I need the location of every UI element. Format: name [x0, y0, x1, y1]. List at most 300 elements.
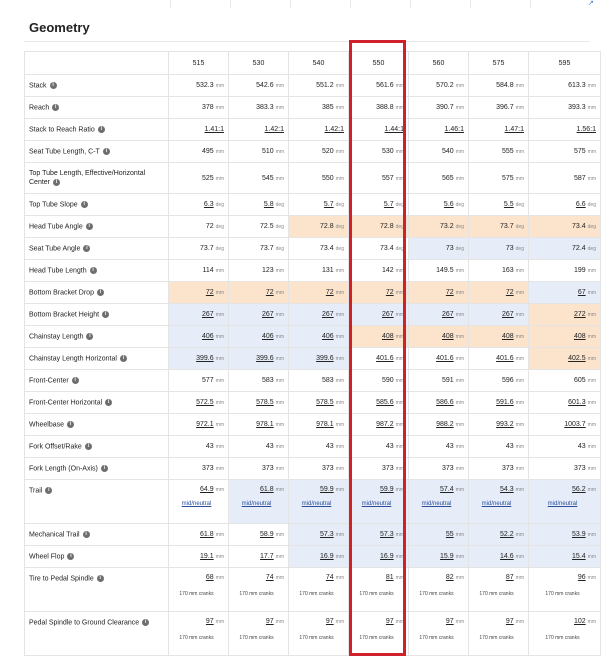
cell-value[interactable]: 57.3: [320, 531, 334, 538]
value-cell: [529, 260, 601, 282]
cell-value[interactable]: 5.7: [383, 201, 394, 208]
unit-label: mm: [335, 575, 344, 581]
cell-value[interactable]: 59.9: [320, 486, 334, 493]
value-cell: [469, 524, 529, 546]
value-cell: [469, 568, 529, 612]
unit-label: mm: [455, 532, 464, 538]
cell-value: 373: [201, 465, 214, 472]
cell-value[interactable]: 59.9: [380, 486, 394, 493]
cell-value: 123: [261, 267, 274, 274]
cell-value: 385: [321, 104, 334, 111]
info-icon[interactable]: i: [83, 531, 90, 538]
cell-value[interactable]: 97: [385, 618, 394, 625]
value-cell: [349, 370, 409, 392]
cell-value[interactable]: 408: [501, 333, 514, 340]
cell-value[interactable]: 6.3: [203, 201, 214, 208]
top-divider: [410, 0, 411, 8]
cell-value[interactable]: 272: [573, 311, 586, 318]
info-icon[interactable]: i: [86, 333, 93, 340]
row-label: [25, 282, 169, 304]
value-cell: [169, 97, 229, 119]
cell-value[interactable]: 19.1: [200, 553, 214, 560]
crank-note: 170 mm cranks: [545, 591, 580, 597]
unit-label: deg: [215, 202, 224, 208]
cell-value[interactable]: 67: [577, 289, 586, 296]
cell-value: 605: [573, 377, 586, 384]
row-label: [25, 458, 169, 480]
cell-value[interactable]: 74: [325, 574, 334, 581]
value-cell: [229, 458, 289, 480]
value-cell: [469, 282, 529, 304]
cell-value[interactable]: 267: [381, 311, 394, 318]
table-row: [25, 238, 601, 260]
value-cell: [169, 75, 229, 97]
row-label: [25, 97, 169, 119]
cell-value: 72.4: [572, 245, 586, 252]
row-label-text: Head Tube Length: [29, 267, 87, 275]
cell-value[interactable]: 406: [201, 333, 214, 340]
unit-label: mm: [395, 312, 404, 318]
value-cell: [469, 304, 529, 326]
arrow-icon[interactable]: ↗: [588, 0, 594, 7]
info-icon[interactable]: i: [142, 619, 149, 626]
unit-label: mm: [515, 466, 524, 472]
value-cell: [529, 97, 601, 119]
cell-value[interactable]: 5.5: [503, 201, 514, 208]
value-cell: [529, 238, 601, 260]
table-row: [25, 282, 601, 304]
value-cell: [529, 458, 601, 480]
unit-label: mm: [515, 312, 524, 318]
cell-value[interactable]: 267: [201, 311, 214, 318]
cell-value: 561.6: [376, 82, 394, 89]
table-row: [25, 480, 601, 524]
info-icon[interactable]: i: [81, 201, 88, 208]
cell-value[interactable]: 57.4: [440, 486, 454, 493]
table-row: [25, 568, 601, 612]
value-cell: [469, 458, 529, 480]
cell-value: 545: [261, 174, 274, 182]
cell-value: 555: [501, 148, 514, 155]
cell-value[interactable]: 97: [205, 618, 214, 625]
cell-value[interactable]: 1.42:1: [324, 126, 344, 133]
crank-note: 170 mm cranks: [239, 635, 274, 641]
cell-value: 131: [321, 267, 334, 274]
cell-value: 43: [205, 443, 214, 450]
unit-label: mm: [515, 619, 524, 625]
value-cell: [169, 612, 229, 656]
row-label-text: Stack to Reach Ratio: [29, 126, 95, 134]
cell-value[interactable]: 72: [325, 289, 334, 296]
cell-value: 73: [505, 245, 514, 252]
value-cell: [349, 194, 409, 216]
cell-value: 373: [381, 465, 394, 472]
cell-value[interactable]: 578.5: [256, 399, 274, 406]
unit-label: mm: [215, 356, 224, 362]
cell-value: 378: [201, 104, 214, 111]
info-icon[interactable]: i: [98, 126, 105, 133]
value-cell: [229, 163, 289, 194]
cell-value[interactable]: 406: [321, 333, 334, 340]
info-icon[interactable]: i: [97, 289, 104, 296]
cell-value[interactable]: 72: [445, 289, 454, 296]
row-label-text: Top Tube Length, Effective/Horizontal Center: [29, 170, 146, 186]
cell-value[interactable]: 401.6: [436, 355, 454, 362]
unit-label: mm: [215, 268, 224, 274]
trail-setting-link[interactable]: mid/neutral: [421, 501, 452, 507]
cell-value[interactable]: 61.8: [260, 486, 274, 493]
cell-value[interactable]: 55: [445, 531, 454, 538]
cell-value: 575: [501, 174, 514, 182]
cell-value[interactable]: 68: [205, 574, 214, 581]
cell-value[interactable]: 53.9: [572, 531, 586, 538]
value-cell: [229, 546, 289, 568]
value-cell: [229, 97, 289, 119]
row-label: [25, 612, 169, 656]
info-icon[interactable]: i: [101, 465, 108, 472]
unit-label: mm: [275, 400, 284, 406]
unit-label: deg: [455, 246, 464, 252]
cell-value[interactable]: 1.56:1: [576, 126, 596, 133]
unit-label: mm: [395, 149, 404, 155]
unit-label: mm: [587, 532, 596, 538]
value-cell: [409, 97, 469, 119]
value-cell: [229, 304, 289, 326]
cell-value[interactable]: 401.6: [376, 355, 394, 362]
row-label: [25, 75, 169, 97]
row-label: [25, 546, 169, 568]
trail-setting-link[interactable]: mid/neutral: [301, 501, 332, 507]
cell-value: 72.8: [380, 223, 394, 230]
value-cell: [529, 392, 601, 414]
cell-value: 540: [441, 148, 454, 155]
cell-value[interactable]: 87: [505, 574, 514, 581]
cell-value[interactable]: 15.9: [440, 553, 454, 560]
value-cell: [229, 216, 289, 238]
value-cell: [529, 75, 601, 97]
cell-value: 373: [573, 465, 586, 472]
cell-value[interactable]: 399.6: [196, 355, 214, 362]
cell-value[interactable]: 72: [385, 289, 394, 296]
value-cell: [349, 392, 409, 414]
cell-value: 72.5: [260, 223, 274, 230]
unit-label: mm: [587, 487, 596, 493]
unit-label: mm: [515, 356, 524, 362]
unit-label: deg: [515, 246, 524, 252]
cell-value[interactable]: 72: [205, 289, 214, 296]
value-cell: [289, 97, 349, 119]
row-label: [25, 480, 169, 524]
info-icon[interactable]: i: [53, 179, 60, 186]
info-icon[interactable]: i: [67, 553, 74, 560]
cell-value[interactable]: 267: [501, 311, 514, 318]
unit-label: mm: [455, 268, 464, 274]
value-cell: [289, 119, 349, 141]
value-cell: [289, 75, 349, 97]
cell-value: 73: [445, 245, 454, 252]
value-cell: [529, 612, 601, 656]
value-cell: [529, 216, 601, 238]
cell-value: 587: [573, 174, 586, 182]
cell-value[interactable]: 1.42:1: [264, 126, 284, 133]
row-label: [25, 326, 169, 348]
unit-label: deg: [335, 202, 344, 208]
info-icon[interactable]: i: [45, 487, 52, 494]
cell-value[interactable]: 267: [261, 311, 274, 318]
section-title: Geometry: [29, 20, 90, 35]
cell-value[interactable]: 401.6: [496, 355, 514, 362]
unit-label: mm: [587, 356, 596, 362]
table-row: [25, 348, 601, 370]
cell-value[interactable]: 988.2: [436, 421, 454, 428]
cell-value[interactable]: 72: [265, 289, 274, 296]
title-divider: [24, 41, 590, 42]
value-cell: [169, 568, 229, 612]
cell-value[interactable]: 97: [265, 618, 274, 625]
cell-value[interactable]: 402.5: [568, 355, 586, 362]
cell-value[interactable]: 72: [505, 289, 514, 296]
info-icon[interactable]: i: [103, 148, 110, 155]
cell-value[interactable]: 586.6: [436, 399, 454, 406]
cell-value[interactable]: 82: [445, 574, 454, 581]
value-cell: [469, 392, 529, 414]
cell-value[interactable]: 1.41:1: [204, 126, 224, 133]
cell-value: 73.4: [572, 223, 586, 230]
value-cell: [469, 480, 529, 524]
cell-value[interactable]: 56.2: [572, 486, 586, 493]
cell-value[interactable]: 406: [261, 333, 274, 340]
unit-label: deg: [335, 246, 344, 252]
value-cell: [169, 370, 229, 392]
unit-label: mm: [455, 334, 464, 340]
unit-label: deg: [395, 224, 404, 230]
cell-value[interactable]: 399.6: [316, 355, 334, 362]
cell-value[interactable]: 96: [577, 574, 586, 581]
value-cell: [289, 480, 349, 524]
value-cell: [349, 348, 409, 370]
info-icon[interactable]: i: [90, 267, 97, 274]
cell-value[interactable]: 591.6: [496, 399, 514, 406]
cell-value[interactable]: 267: [321, 311, 334, 318]
value-cell: [229, 348, 289, 370]
value-cell: [289, 238, 349, 260]
cell-value[interactable]: 52.2: [500, 531, 514, 538]
trail-setting-link[interactable]: mid/neutral: [241, 501, 272, 507]
value-cell: [409, 194, 469, 216]
unit-label: mm: [587, 400, 596, 406]
unit-label: mm: [395, 175, 404, 182]
cell-value[interactable]: 408: [381, 333, 394, 340]
unit-label: mm: [335, 487, 344, 493]
cell-value[interactable]: 97: [325, 618, 334, 625]
cell-value[interactable]: 601.3: [568, 399, 586, 406]
table-row: [25, 414, 601, 436]
cell-value[interactable]: 14.6: [500, 553, 514, 560]
value-cell: [409, 238, 469, 260]
info-icon[interactable]: i: [85, 443, 92, 450]
crank-note: 170 mm cranks: [419, 635, 454, 641]
value-cell: [349, 97, 409, 119]
value-cell: [289, 612, 349, 656]
row-label: [25, 414, 169, 436]
table-row: [25, 75, 601, 97]
unit-label: mm: [455, 378, 464, 384]
table-row: [25, 119, 601, 141]
cell-value[interactable]: 15.4: [572, 553, 586, 560]
info-icon[interactable]: i: [50, 82, 57, 89]
row-label: [25, 216, 169, 238]
unit-label: mm: [275, 356, 284, 362]
cell-value[interactable]: 993.2: [496, 421, 514, 428]
cell-value[interactable]: 6.6: [575, 201, 586, 208]
value-cell: [529, 546, 601, 568]
value-cell: [349, 75, 409, 97]
value-cell: [169, 458, 229, 480]
value-cell: [169, 546, 229, 568]
value-cell: [289, 163, 349, 194]
cell-value[interactable]: 16.9: [380, 553, 394, 560]
cell-value[interactable]: 74: [265, 574, 274, 581]
cell-value[interactable]: 61.8: [200, 531, 214, 538]
value-cell: [349, 216, 409, 238]
cell-value[interactable]: 102: [573, 618, 586, 625]
table-row: [25, 194, 601, 216]
size-header: 575: [469, 52, 529, 75]
cell-value[interactable]: 1.47:1: [504, 126, 524, 133]
unit-label: mm: [275, 312, 284, 318]
cell-value: 495: [201, 148, 214, 155]
cell-value[interactable]: 5.8: [263, 201, 274, 208]
cell-value[interactable]: 987.2: [376, 421, 394, 428]
cell-value[interactable]: 408: [441, 333, 454, 340]
unit-label: mm: [335, 268, 344, 274]
cell-value: 373: [261, 465, 274, 472]
cell-value[interactable]: 16.9: [320, 553, 334, 560]
value-cell: [169, 194, 229, 216]
info-icon[interactable]: i: [67, 421, 74, 428]
info-icon[interactable]: i: [105, 399, 112, 406]
info-icon[interactable]: i: [83, 245, 90, 252]
unit-label: mm: [335, 422, 344, 428]
unit-label: mm: [587, 422, 596, 428]
cell-value[interactable]: 97: [505, 618, 514, 625]
cell-value[interactable]: 585.6: [376, 399, 394, 406]
unit-label: mm: [275, 532, 284, 538]
value-cell: [289, 282, 349, 304]
info-icon[interactable]: i: [52, 104, 59, 111]
cell-value: 613.3: [568, 82, 586, 89]
value-cell: [529, 194, 601, 216]
trail-setting-link[interactable]: mid/neutral: [361, 501, 392, 507]
cell-value[interactable]: 408: [573, 333, 586, 340]
trail-setting-link[interactable]: mid/neutral: [181, 501, 212, 507]
info-icon[interactable]: i: [72, 377, 79, 384]
info-icon[interactable]: i: [86, 223, 93, 230]
cell-value[interactable]: 97: [445, 618, 454, 625]
value-cell: [289, 436, 349, 458]
cell-value[interactable]: 64.9: [200, 486, 214, 493]
cell-value[interactable]: 1003.7: [564, 421, 586, 428]
cell-value[interactable]: 1.44:1: [384, 126, 404, 133]
unit-label: mm: [215, 619, 224, 625]
cell-value[interactable]: 399.6: [256, 355, 274, 362]
unit-label: mm: [455, 400, 464, 406]
unit-label: mm: [587, 83, 596, 89]
cell-value[interactable]: 978.1: [256, 421, 274, 428]
value-cell: [529, 414, 601, 436]
crank-note: 170 mm cranks: [359, 591, 394, 597]
cell-value[interactable]: 81: [385, 574, 394, 581]
unit-label: mm: [515, 575, 524, 581]
trail-setting-link[interactable]: mid/neutral: [481, 501, 512, 507]
value-cell: [469, 194, 529, 216]
unit-label: mm: [275, 175, 284, 182]
cell-value[interactable]: 978.1: [316, 421, 334, 428]
cell-value[interactable]: 54.3: [500, 486, 514, 493]
cell-value: 393.3: [568, 104, 586, 111]
unit-label: mm: [215, 554, 224, 560]
cell-value: 163: [501, 267, 514, 274]
value-cell: [529, 304, 601, 326]
unit-label: deg: [275, 246, 284, 252]
value-cell: [409, 326, 469, 348]
info-icon[interactable]: i: [102, 311, 109, 318]
info-icon[interactable]: i: [97, 575, 104, 582]
unit-label: mm: [455, 619, 464, 625]
cell-value: 570.2: [436, 82, 454, 89]
value-cell: [169, 414, 229, 436]
cell-value[interactable]: 58.9: [260, 531, 274, 538]
value-cell: [409, 304, 469, 326]
value-cell: [349, 238, 409, 260]
value-cell: [409, 348, 469, 370]
value-cell: [469, 370, 529, 392]
unit-label: deg: [515, 202, 524, 208]
cell-value[interactable]: 5.6: [443, 201, 454, 208]
unit-label: mm: [515, 400, 524, 406]
cell-value[interactable]: 572.5: [196, 399, 214, 406]
value-cell: [349, 436, 409, 458]
cell-value[interactable]: 57.3: [380, 531, 394, 538]
cell-value: 43: [385, 443, 394, 450]
unit-label: mm: [275, 334, 284, 340]
cell-value[interactable]: 5.7: [323, 201, 334, 208]
unit-label: deg: [455, 202, 464, 208]
cell-value[interactable]: 17.7: [260, 553, 274, 560]
top-divider: [170, 0, 171, 8]
unit-label: mm: [215, 444, 224, 450]
value-cell: [229, 568, 289, 612]
cell-value[interactable]: 267: [441, 311, 454, 318]
cell-value[interactable]: 578.5: [316, 399, 334, 406]
unit-label: mm: [455, 83, 464, 89]
cell-value[interactable]: 1.46:1: [444, 126, 464, 133]
cell-value: 43: [577, 443, 586, 450]
row-label-text: Reach: [29, 104, 50, 112]
unit-label: mm: [215, 487, 224, 493]
value-cell: [409, 282, 469, 304]
cell-value[interactable]: 972.1: [196, 421, 214, 428]
value-cell: [229, 75, 289, 97]
table-row: [25, 612, 601, 656]
unit-label: mm: [215, 422, 224, 428]
unit-label: mm: [275, 487, 284, 493]
value-cell: [169, 163, 229, 194]
trail-setting-link[interactable]: mid/neutral: [547, 501, 578, 507]
row-label: [25, 194, 169, 216]
info-icon[interactable]: i: [120, 355, 127, 362]
row-label: [25, 238, 169, 260]
